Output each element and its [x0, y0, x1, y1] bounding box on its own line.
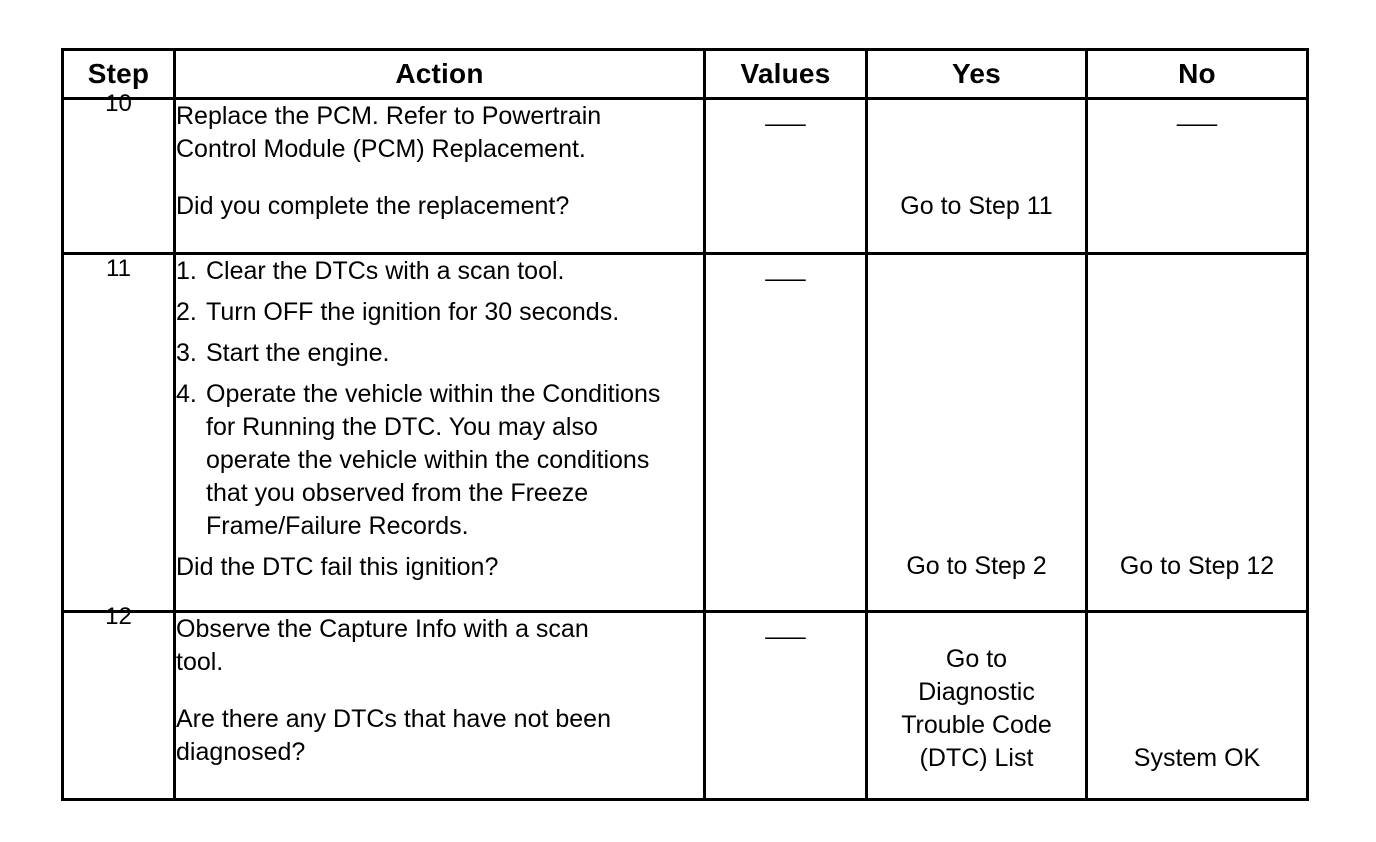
action-cell — [175, 99, 705, 254]
yes-text: Go to — [945, 645, 1008, 673]
no-text: ___ — [1176, 100, 1218, 127]
values-cell — [705, 99, 867, 254]
header-yes: Yes — [867, 50, 1087, 99]
no-text[interactable]: Go to Step 12 — [1119, 552, 1275, 580]
step-number — [63, 254, 175, 612]
action-text: Replace the PCM. Refer to Powertrain — [176, 102, 602, 130]
action-question: Did you complete the replacement? — [176, 192, 570, 220]
yes-cell — [867, 254, 1087, 612]
action-text: Observe the Capture Info with a scan — [176, 615, 589, 643]
step-number — [63, 603, 175, 800]
table-row — [63, 99, 1308, 254]
step-number-label: 10 — [105, 90, 132, 117]
header-values: Values — [705, 50, 867, 99]
yes-text: Trouble Code — [901, 711, 1052, 739]
action-text: tool. — [176, 648, 224, 676]
action-text: Control Module (PCM) Replacement. — [176, 135, 586, 163]
action-question: Are there any DTCs that have not been — [176, 705, 611, 733]
step-number-label: 12 — [105, 603, 132, 630]
no-cell — [1087, 99, 1308, 254]
values-text: ___ — [765, 255, 806, 282]
list-item-text: Clear the DTCs with a scan tool. — [206, 257, 565, 285]
yes-text: Diagnostic — [918, 678, 1035, 706]
yes-cell — [867, 99, 1087, 254]
list-item-number: 3. — [176, 339, 197, 367]
list-item — [176, 255, 703, 288]
values-cell — [705, 612, 867, 800]
header-no: No — [1087, 50, 1308, 99]
values-cell — [705, 254, 867, 612]
yes-text: (DTC) List — [919, 744, 1034, 772]
list-item — [176, 296, 703, 329]
header-row — [63, 50, 1308, 99]
list-item-text: Operate the vehicle within the Conditions for Running the DTC. You may also operate the vehicle within the conditions that you observed from the Freeze Frame/Failure Records. — [206, 380, 661, 540]
step-number — [63, 90, 175, 254]
action-question: diagnosed? — [176, 738, 306, 766]
yes-text[interactable]: Go to Step 11 — [900, 192, 1053, 220]
action-cell — [175, 612, 705, 800]
values-text: ___ — [765, 100, 806, 127]
no-cell — [1087, 612, 1308, 800]
list-item — [176, 337, 703, 370]
list-item-number: 1. — [176, 257, 197, 285]
header-action: Action — [175, 50, 705, 99]
action-cell — [175, 254, 705, 612]
step-number-label: 11 — [106, 255, 131, 282]
yes-text[interactable]: Go to Step 2 — [906, 552, 1047, 580]
action-step-list — [176, 255, 703, 543]
diagnostic-table — [61, 48, 1309, 801]
yes-link[interactable] — [868, 613, 1085, 775]
list-item-number: 2. — [176, 298, 197, 326]
list-item-number: 4. — [176, 380, 197, 408]
header-step: Step — [63, 50, 175, 99]
action-question: Did the DTC fail this ignition? — [176, 553, 499, 581]
values-text: ___ — [765, 613, 806, 640]
yes-cell — [867, 612, 1087, 800]
no-cell — [1087, 254, 1308, 612]
list-item-text: Start the engine. — [206, 339, 390, 367]
no-text: System OK — [1133, 744, 1261, 772]
list-item — [176, 378, 676, 543]
table-row — [63, 612, 1308, 800]
list-item-text: Turn OFF the ignition for 30 seconds. — [206, 298, 620, 326]
table-row — [63, 254, 1308, 612]
